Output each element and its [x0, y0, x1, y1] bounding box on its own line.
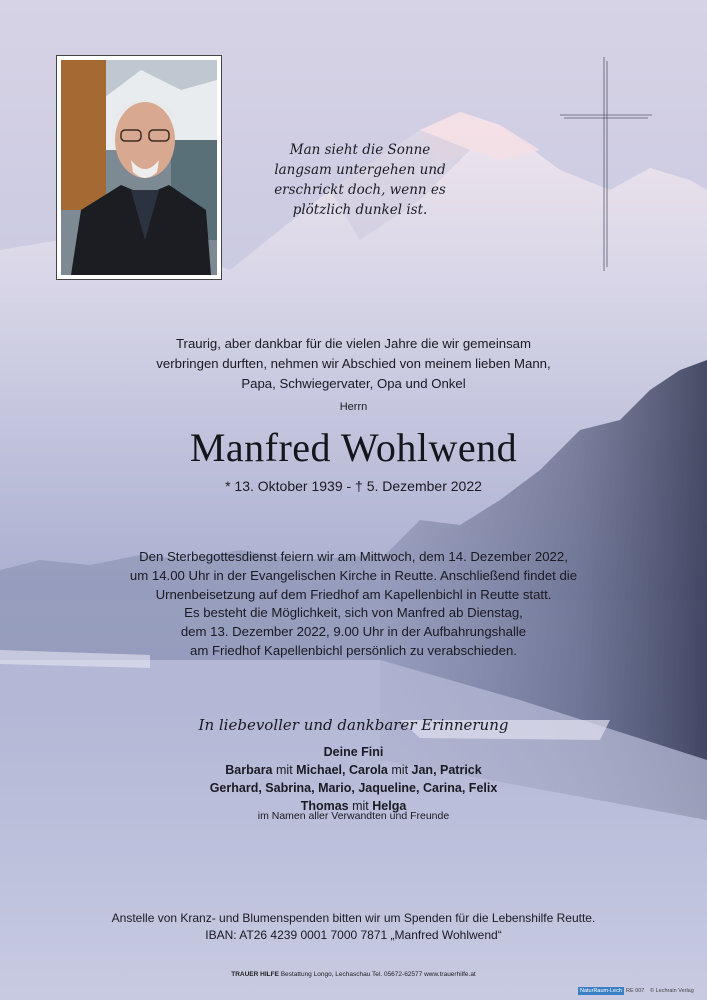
- service-info: [100, 547, 607, 604]
- conjunction: mit: [276, 763, 293, 777]
- viewing-line: am Friedhof Kapellenbichl persönlich zu verabschieden.: [190, 643, 517, 658]
- deceased-name: Manfred Wohlwend: [189, 425, 518, 470]
- footer-imprint: [0, 971, 707, 978]
- poem-line: Man sieht die Sonne: [289, 142, 431, 158]
- service-line: um 14.00 Uhr in der Evangelischen Kirche in Reutte. Anschließend findet die: [129, 568, 578, 583]
- donation-line: Anstelle von Kranz- und Blumenspenden bitten wir um Spenden für die Lebenshilfe Reutte.: [111, 911, 596, 925]
- family-member: Michael: [296, 763, 343, 777]
- salutation: Herrn: [339, 401, 368, 413]
- intro-line: Papa, Schwiegervater, Opa und Onkel: [241, 376, 466, 391]
- naturraum-badge: NaturRaum-Lech: [580, 988, 622, 994]
- portrait-photo: [57, 56, 221, 279]
- footer-text: Bestattung Longo, Lechaschau Tel. 05672-62577 www.trauerhilfe.at: [280, 971, 476, 978]
- portrait-illustration: [61, 60, 217, 275]
- template-code: RE 007: [626, 988, 645, 994]
- publisher-note: © Lechrain Verlag: [650, 988, 694, 994]
- family-row: [0, 743, 707, 761]
- intro-line: Traurig, aber dankbar für die vielen Jahre die wir gemeinsam: [175, 336, 531, 351]
- poem-line: erschrickt doch, wenn es: [274, 182, 446, 198]
- cross-symbol: [560, 57, 652, 271]
- family-member: Thomas: [300, 799, 349, 813]
- viewing-info: [100, 603, 607, 660]
- service-line: Urnenbeisetzung auf dem Friedhof am Kapellenbichl in Reutte statt.: [155, 587, 552, 602]
- family-list: [0, 743, 707, 815]
- poem-line: langsam untergehen und: [274, 162, 446, 178]
- relatives-note: im Namen aller Verwandten und Freunde: [257, 810, 450, 822]
- family-member: Jan, Patrick: [411, 763, 482, 777]
- family-row: Barbara mit Michael, Carola mit Jan, Patrick: [225, 763, 482, 777]
- family-row: [0, 779, 707, 797]
- family-member: Carola: [348, 763, 388, 777]
- iban-line: IBAN: AT26 4239 0001 7000 7871 „Manfred Wohlwend“: [205, 928, 502, 942]
- family-member: Gerhard, Sabrina, Mario, Jaqueline, Carina, Felix: [209, 781, 498, 795]
- conjunction: mit: [391, 763, 409, 777]
- conjunction: mit: [352, 799, 369, 813]
- memory-heading: In liebevoller und dankbarer Erinnerung: [198, 716, 509, 734]
- poem-line: plötzlich dunkel ist.: [292, 202, 428, 218]
- family-member: Barbara: [225, 763, 273, 777]
- viewing-line: Es besteht die Möglichkeit, sich von Manfred ab Dienstag,: [184, 605, 523, 620]
- intro-line: verbringen durften, nehmen wir Abschied von meinem lieben Mann,: [156, 356, 551, 371]
- viewing-line: dem 13. Dezember 2022, 9.00 Uhr in der Aufbahrungshalle: [180, 624, 527, 639]
- service-line: Den Sterbegottesdienst feiern wir am Mittwoch, dem 14. Dezember 2022,: [139, 549, 568, 564]
- life-dates: * 13. Oktober 1939 - † 5. Dezember 2022: [225, 478, 482, 494]
- poem-quote: [255, 140, 465, 220]
- footer-brand: TRAUER HILFE: [231, 971, 279, 978]
- intro-text: [110, 334, 597, 394]
- family-member: Helga: [372, 799, 407, 813]
- family-member: Deine Fini: [323, 745, 384, 759]
- donation-note: [80, 910, 627, 944]
